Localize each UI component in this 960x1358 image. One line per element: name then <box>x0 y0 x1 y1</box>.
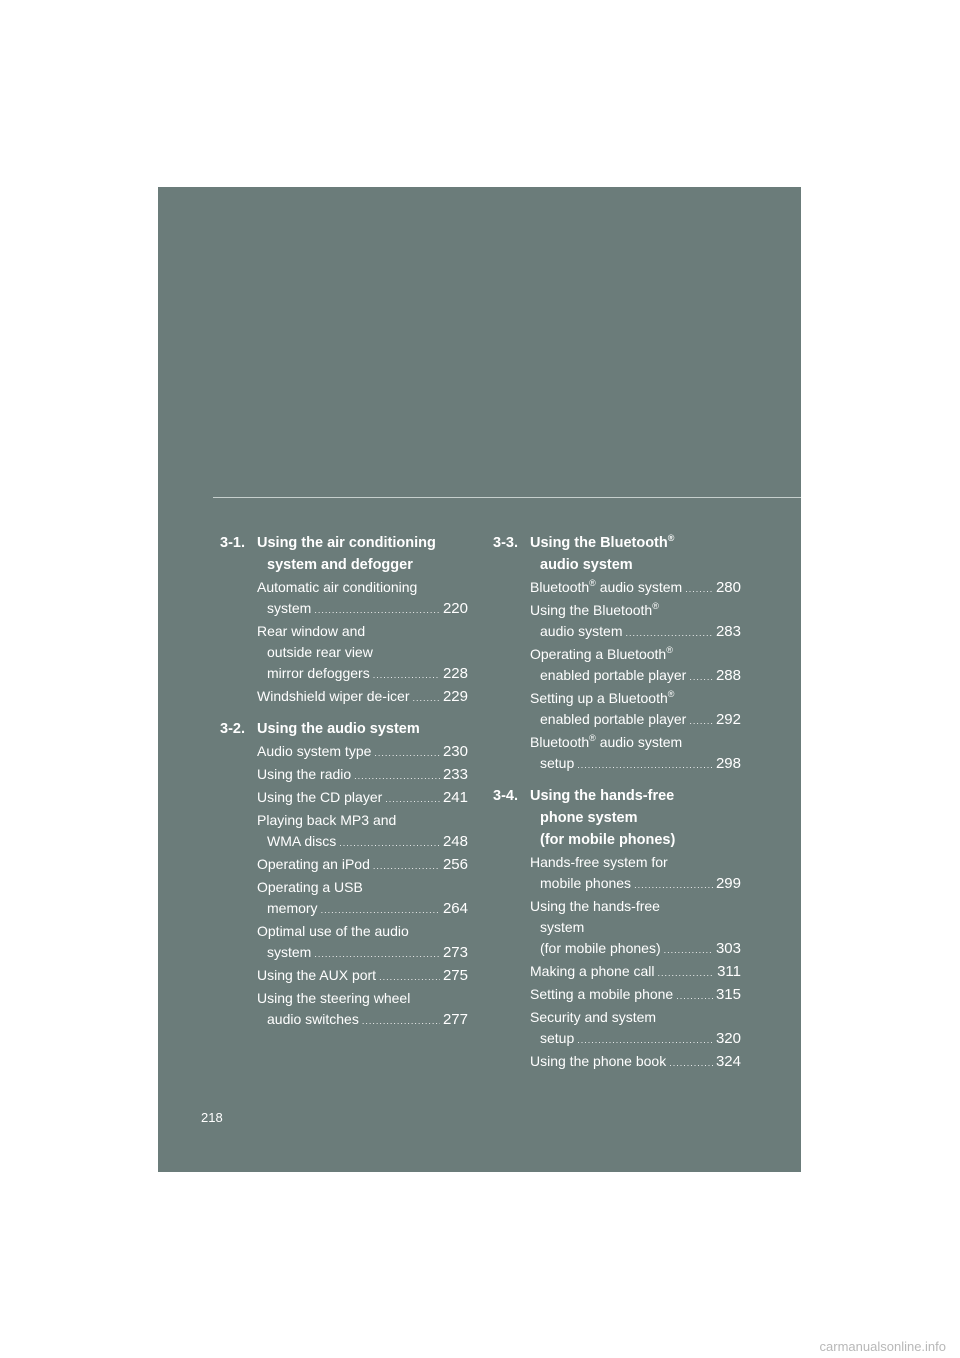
toc-page-number: 273 <box>442 944 468 961</box>
toc-entry-text: WMA discs <box>267 833 337 849</box>
toc-entry-text: Bluetooth® audio system <box>530 578 683 595</box>
section-title <box>257 718 468 740</box>
toc-page-number: 292 <box>715 711 741 728</box>
toc-entry-text: memory <box>267 900 318 916</box>
toc-page-number: 277 <box>442 1011 468 1028</box>
dot-leader <box>385 789 440 810</box>
toc-page-number: 229 <box>442 688 468 705</box>
dot-leader <box>413 688 440 709</box>
toc-entry-text: (for mobile phones) <box>540 940 661 956</box>
section-number: 3-2. <box>220 721 245 737</box>
toc-entry[interactable] <box>530 961 741 984</box>
section-title-line: Using the hands-free <box>530 788 675 804</box>
dot-leader <box>634 875 713 896</box>
toc-page-number: 220 <box>442 600 468 617</box>
section-title-line: Using the audio system <box>257 721 420 737</box>
dot-leader <box>685 579 713 600</box>
watermark: carmanualsonline.info <box>819 1339 946 1354</box>
toc-entry[interactable] <box>530 852 741 896</box>
toc-entry[interactable] <box>257 921 468 965</box>
toc-entry[interactable] <box>257 577 468 621</box>
dot-leader <box>354 766 440 787</box>
toc-page-number: 324 <box>715 1053 741 1070</box>
toc-entry-text: Using the radio <box>257 766 352 782</box>
section-number: 3-3. <box>493 535 518 551</box>
toc-page-number: 241 <box>442 789 468 806</box>
toc-entry-text: Hands-free system for <box>530 854 668 870</box>
toc-entry-text: mobile phones <box>540 875 632 891</box>
dot-leader <box>577 1030 713 1051</box>
toc-page-number: 228 <box>442 665 468 682</box>
toc-entry-text: Security and system <box>530 1009 657 1025</box>
dot-leader <box>374 743 440 764</box>
section-number: 3-4. <box>493 788 518 804</box>
dot-leader <box>676 986 713 1007</box>
toc-page-number: 283 <box>715 623 741 640</box>
dot-leader <box>314 944 440 965</box>
dot-leader <box>577 755 713 776</box>
toc-right-column <box>493 532 741 1083</box>
section-title-line: Using the air conditioning <box>257 535 436 551</box>
dot-leader <box>321 900 440 921</box>
toc-entry-text: enabled portable player <box>540 667 687 683</box>
toc-entry[interactable] <box>257 621 468 686</box>
toc-entry[interactable] <box>530 1007 741 1051</box>
section-title <box>257 532 468 576</box>
section-title-line: system and defogger <box>267 557 413 573</box>
toc-entry-text: Setting up a Bluetooth® <box>530 689 675 706</box>
section-title-line: phone system <box>540 810 638 826</box>
section-number: 3-1. <box>220 535 245 551</box>
section-title-line: (for mobile phones) <box>540 832 676 848</box>
toc-entry[interactable] <box>530 688 741 732</box>
toc-entry-text: system <box>540 919 585 935</box>
dot-leader <box>373 856 440 877</box>
toc-page-number: 230 <box>442 743 468 760</box>
toc-entry[interactable] <box>257 741 468 764</box>
toc-entry-text: setup <box>540 755 575 771</box>
toc-entry-text: Optimal use of the audio <box>257 923 409 939</box>
toc-entry-text: audio switches <box>267 1011 359 1027</box>
section-title <box>530 532 741 576</box>
toc-entry[interactable] <box>257 854 468 877</box>
toc-page-number: 311 <box>717 963 741 980</box>
dot-leader <box>669 1053 713 1074</box>
toc-section <box>493 785 741 1074</box>
page-number: 218 <box>201 1110 223 1125</box>
toc-page-number: 315 <box>715 986 741 1003</box>
toc-page-number: 264 <box>442 900 468 917</box>
section-title <box>530 785 741 851</box>
toc-entry-text: Automatic air conditioning <box>257 579 418 595</box>
toc-entry-text: Using the AUX port <box>257 967 377 983</box>
toc-entry-text: Operating a USB <box>257 879 363 895</box>
toc-entry-text: Setting a mobile phone <box>530 986 674 1002</box>
toc-section <box>493 532 741 776</box>
dot-leader <box>339 833 440 854</box>
toc-entry[interactable] <box>257 988 468 1032</box>
toc-entry-text: audio system <box>540 623 623 639</box>
toc-entry[interactable] <box>530 1051 741 1074</box>
toc-page-number: 233 <box>442 766 468 783</box>
toc-section <box>220 718 468 1032</box>
toc-entry[interactable] <box>530 644 741 688</box>
toc-entry-text: Rear window and <box>257 623 366 639</box>
toc-entry-text: Operating an iPod <box>257 856 370 872</box>
toc-section <box>220 532 468 709</box>
toc-entry[interactable] <box>257 965 468 988</box>
toc-entry[interactable] <box>257 877 468 921</box>
toc-left-column <box>220 532 468 1041</box>
toc-entry[interactable] <box>530 984 741 1007</box>
section-heading[interactable] <box>493 785 741 851</box>
toc-entry-text: system <box>267 600 312 616</box>
toc-entry[interactable] <box>530 600 741 644</box>
toc-entry-text: Windshield wiper de-icer <box>257 688 410 704</box>
dot-leader <box>379 967 440 988</box>
dot-leader <box>664 940 713 961</box>
toc-entry-text: Using the hands-free <box>530 898 660 914</box>
toc-entry-text: system <box>267 944 312 960</box>
toc-entry[interactable] <box>257 810 468 854</box>
toc-entry[interactable] <box>257 686 468 709</box>
toc-page-number: 299 <box>715 875 741 892</box>
toc-entry-text: Using the Bluetooth® <box>530 601 659 618</box>
section-heading[interactable] <box>220 718 468 740</box>
section-heading[interactable] <box>493 532 741 576</box>
toc-page-number: 275 <box>442 967 468 984</box>
toc-entry-text: outside rear view <box>267 644 373 660</box>
dot-leader <box>658 963 715 984</box>
toc-entry[interactable] <box>530 577 741 600</box>
divider-rule <box>213 497 801 498</box>
toc-entry-text: Bluetooth® audio system <box>530 733 683 750</box>
toc-page-number: 298 <box>715 755 741 772</box>
dot-leader <box>362 1011 440 1032</box>
section-title-line: audio system <box>540 557 633 573</box>
toc-entry-text: Using the steering wheel <box>257 990 411 1006</box>
toc-entry-text: Making a phone call <box>530 963 655 979</box>
toc-entry-text: enabled portable player <box>540 711 687 727</box>
toc-page-number: 256 <box>442 856 468 873</box>
toc-entry-text: setup <box>540 1030 575 1046</box>
toc-entry[interactable] <box>530 732 741 776</box>
toc-entry-text: Using the phone book <box>530 1053 667 1069</box>
section-heading[interactable] <box>220 532 468 576</box>
toc-page-number: 280 <box>715 579 741 596</box>
dot-leader <box>689 711 713 732</box>
toc-entry-text: Playing back MP3 and <box>257 812 397 828</box>
toc-page-number: 288 <box>715 667 741 684</box>
toc-entry-text: mirror defoggers <box>267 665 370 681</box>
toc-entry-text: Audio system type <box>257 743 372 759</box>
toc-page-number: 248 <box>442 833 468 850</box>
toc-entry[interactable] <box>530 896 741 961</box>
toc-entry-text: Operating a Bluetooth® <box>530 645 673 662</box>
toc-page-number: 303 <box>715 940 741 957</box>
dot-leader <box>314 600 440 621</box>
dot-leader <box>689 667 713 688</box>
toc-entry[interactable] <box>257 787 468 810</box>
toc-entry[interactable] <box>257 764 468 787</box>
dot-leader <box>625 623 712 644</box>
section-title-line: Using the Bluetooth® <box>530 533 675 551</box>
toc-page-number: 320 <box>715 1030 741 1047</box>
toc-entry-text: Using the CD player <box>257 789 383 805</box>
dot-leader <box>373 665 440 686</box>
